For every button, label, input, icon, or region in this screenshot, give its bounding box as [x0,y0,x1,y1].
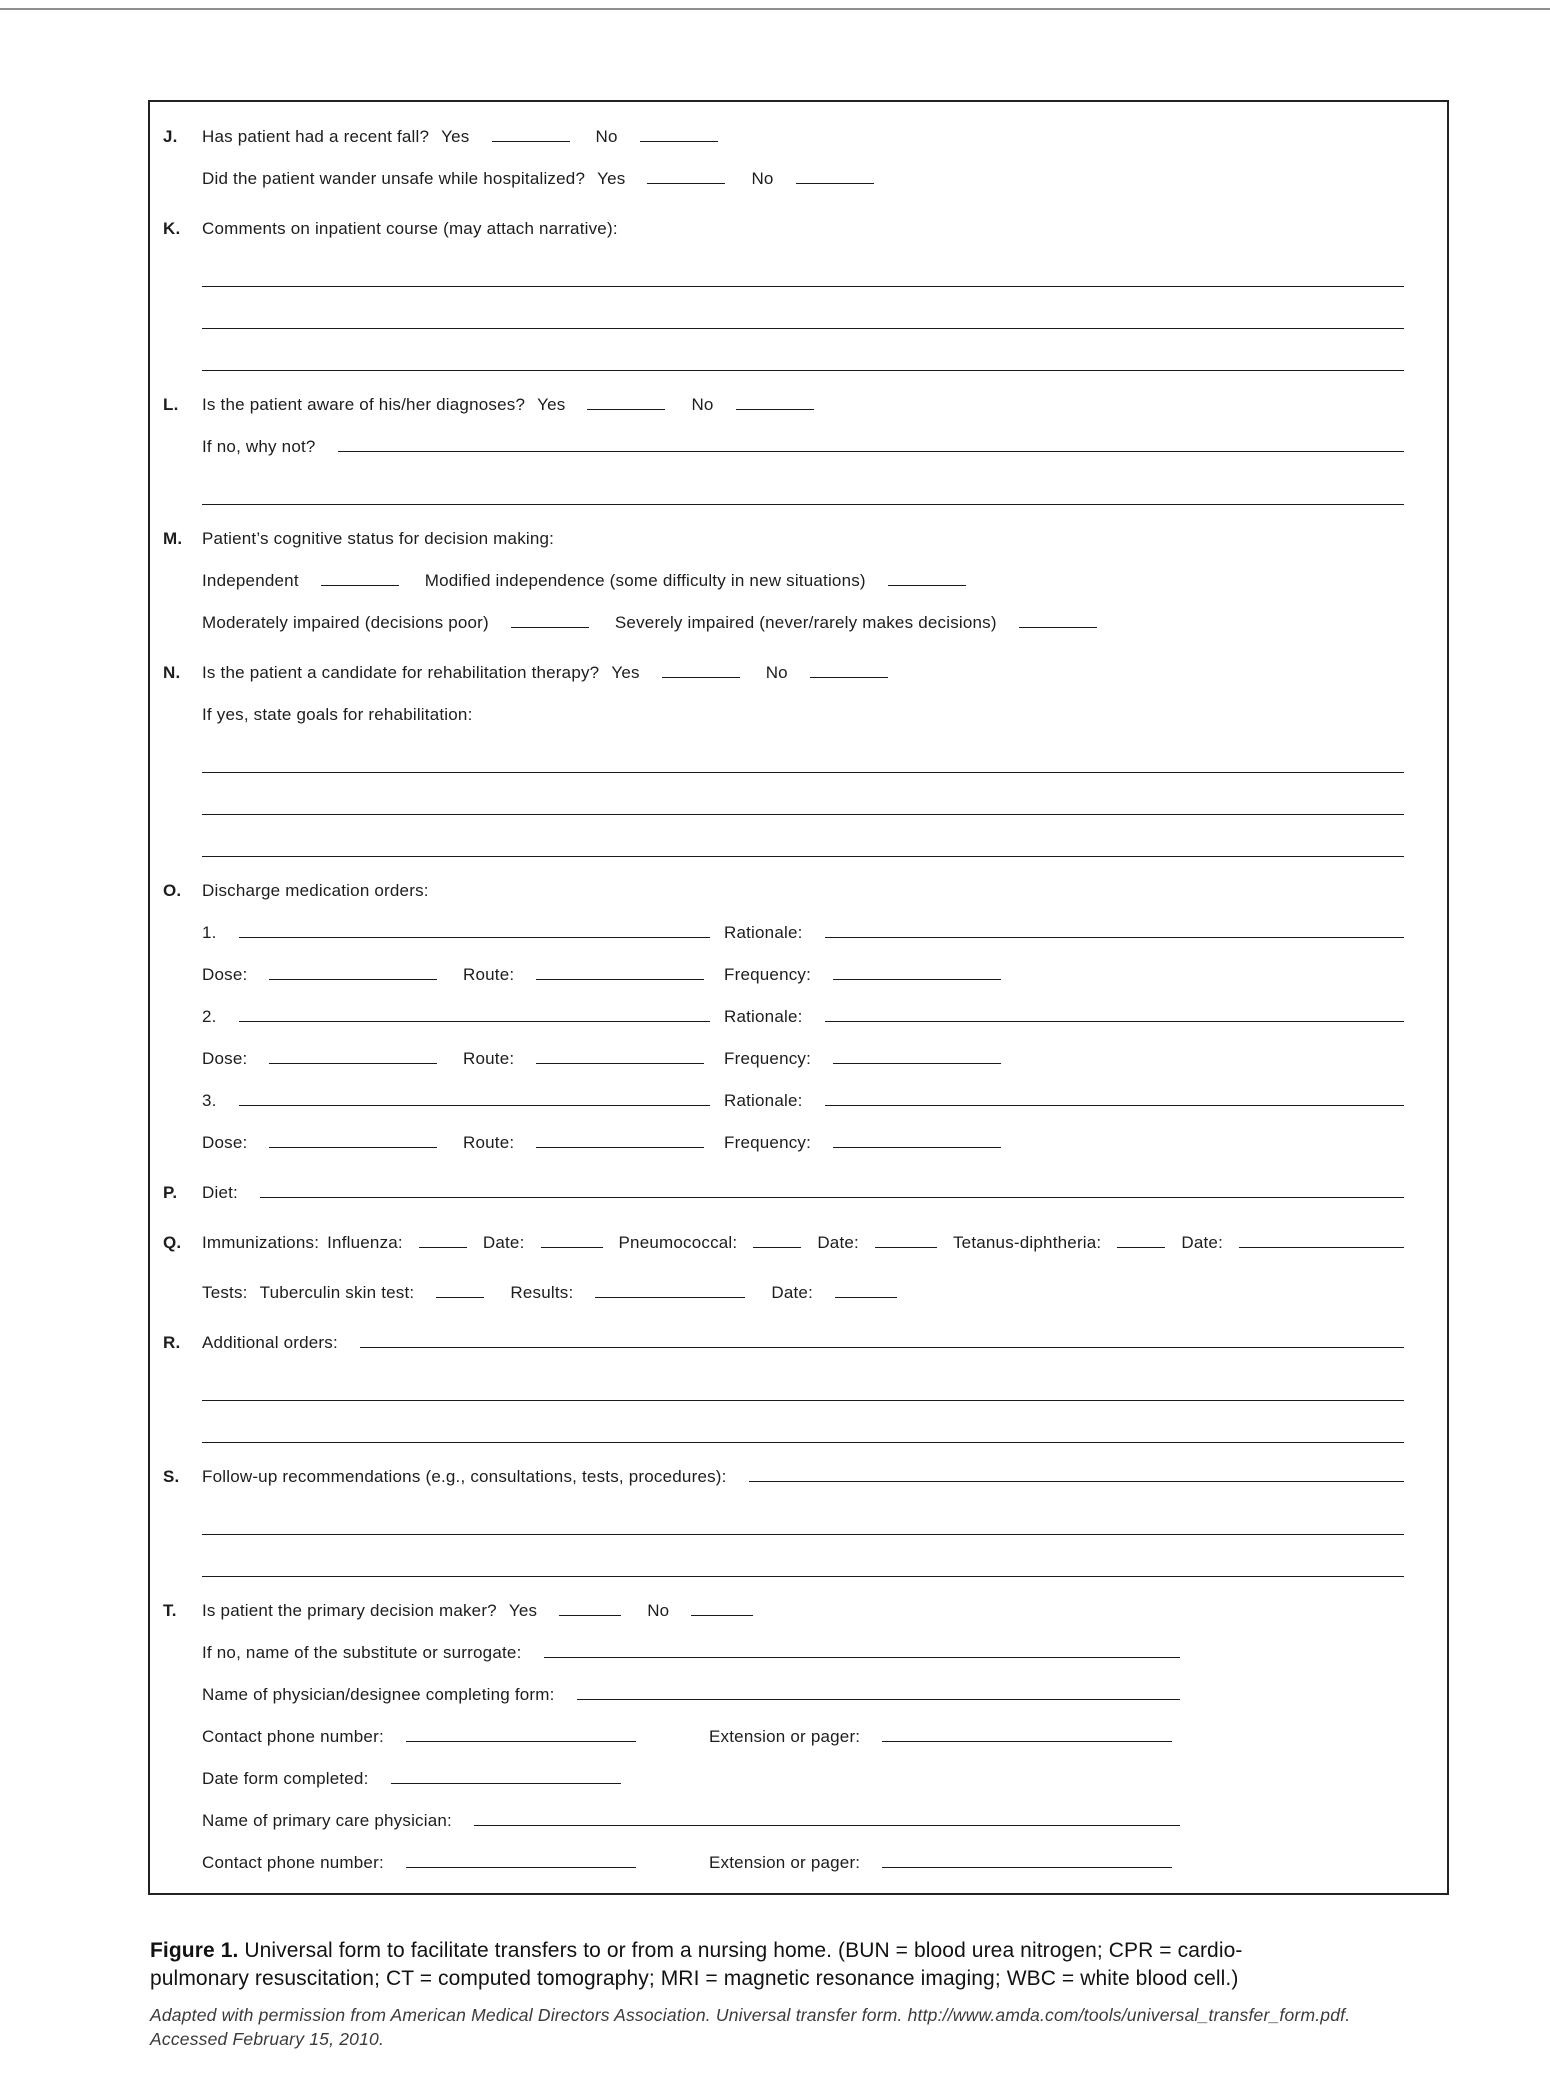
field-label: Dose: [202,1049,248,1068]
field-label: Extension or pager: [709,1853,861,1872]
field-label: Contact phone number: [202,1853,384,1872]
field-label: Results: [510,1283,574,1302]
section-letter: Q. [163,1233,182,1252]
form-row [163,1812,1180,1830]
field-label: No [765,663,788,682]
field-label: Route: [463,1133,515,1152]
field-label: Date: [1181,1233,1224,1252]
blank-line [875,1234,937,1248]
field-label: Yes [537,395,566,414]
form-row [163,1602,1404,1620]
writing-line-row [163,840,1404,858]
field-group [202,1728,709,1746]
blank-line [888,572,966,586]
blank-line [360,1334,1404,1348]
blank-line [260,1184,1404,1198]
field-label: No [751,169,774,188]
field-label: 1. [202,923,217,942]
field-label: Date: [771,1283,814,1302]
field-label: Rationale: [724,1007,803,1026]
writing-line-row [163,1426,1404,1444]
field-label: Patient’s cognitive status for decision making: [202,529,555,548]
field-label: Is patient the primary decision maker? [202,1601,497,1620]
blank-line [321,572,399,586]
blank-line [595,1284,745,1298]
blank-line [436,1284,484,1298]
form-row [163,1334,1404,1352]
field-label: Frequency: [724,1049,812,1068]
field-group [202,1008,724,1026]
blank-line [647,170,725,184]
blank-line [1117,1234,1165,1248]
field-label: Frequency: [724,965,812,984]
form-row [163,1770,1404,1788]
field-label: 2. [202,1007,217,1026]
blank-line [796,170,874,184]
blank-line [825,924,1404,938]
writing-line [202,286,1404,287]
field-label: If no, name of the substitute or surrogate: [202,1643,522,1662]
field-label: Tuberculin skin test: [259,1283,415,1302]
form-row [163,1854,1404,1872]
form-row [163,706,1404,724]
blank-line [338,438,1404,452]
writing-line [202,328,1404,329]
blank-line [587,396,665,410]
field-group [463,1050,724,1068]
form-row [163,438,1404,456]
blank-line [536,966,704,980]
form-row [163,1468,1404,1486]
blank-line [640,128,718,142]
blank-line [691,1602,753,1616]
writing-line [202,772,1404,773]
form-row [163,882,1404,900]
blank-line [835,1284,897,1298]
blank-line [474,1812,1180,1826]
field-label: Rationale: [724,1091,803,1110]
field-group [202,1134,463,1152]
field-label: 3. [202,1091,217,1110]
blank-line [825,1008,1404,1022]
field-label: Tests: [202,1283,248,1302]
field-label: Moderately impaired (decisions poor) [202,613,489,632]
form-row [163,1184,1404,1202]
field-label: Yes [611,663,640,682]
field-label: Date: [482,1233,525,1252]
blank-line [269,966,437,980]
field-label: If no, why not? [202,437,316,456]
form-row [163,1284,1404,1302]
blank-line [825,1092,1404,1106]
writing-line [202,1534,1404,1535]
writing-line-row [163,270,1404,288]
blank-line [882,1728,1172,1742]
blank-line [419,1234,467,1248]
writing-line-row [163,1560,1404,1578]
field-label: Pneumococcal: [618,1233,738,1252]
form-row [163,1644,1180,1662]
blank-line [406,1854,636,1868]
section-letter: K. [163,219,181,238]
field-label: Route: [463,1049,515,1068]
writing-line-row [163,1384,1404,1402]
form-row [163,572,1404,590]
section-letter: R. [163,1333,181,1352]
field-group [463,1134,724,1152]
blank-line [239,1092,710,1106]
blank-line [882,1854,1172,1868]
field-label: Extension or pager: [709,1727,861,1746]
field-label: Tetanus-diphtheria: [952,1233,1102,1252]
field-group [463,966,724,984]
field-label: Independent [202,571,299,590]
form-row [163,924,1404,942]
section-letter: J. [163,127,178,146]
blank-line [577,1686,1180,1700]
field-label: Has patient had a recent fall? [202,127,430,146]
blank-line [559,1602,621,1616]
field-label: Name of physician/designee completing form: [202,1685,555,1704]
field-label: Frequency: [724,1133,812,1152]
field-label: Date: [817,1233,859,1252]
blank-line [239,1008,710,1022]
field-label: Date form completed: [202,1769,369,1788]
field-label: Did the patient wander unsafe while hospitalized? [202,169,586,188]
field-label: Name of primary care physician: [202,1811,452,1830]
field-label: Discharge medication orders: [202,881,429,900]
blank-line [749,1468,1404,1482]
field-group [202,1050,463,1068]
field-label: Immunizations: [202,1233,320,1252]
blank-line [753,1234,801,1248]
section-letter: S. [163,1467,180,1486]
writing-line-row [163,798,1404,816]
field-label: Severely impaired (never/rarely makes decisions) [614,613,997,632]
field-label: Yes [508,1601,538,1620]
field-label: Is the patient aware of his/her diagnoses? [202,395,526,414]
writing-line [202,1442,1404,1443]
writing-line [202,856,1404,857]
blank-line [833,1134,1001,1148]
form-row [163,1728,1404,1746]
caption-line-2: pulmonary resuscitation; CT = computed tomography; MRI = magnetic resonance imaging; WBC = white blood cell.) [150,1966,1239,1990]
blank-line [536,1134,704,1148]
field-label: Comments on inpatient course (may attach narrative): [202,219,618,238]
form-row [163,1050,1404,1068]
field-label: Modified independence (some difficulty in new situations) [424,571,866,590]
field-group [202,1092,724,1110]
blank-line [1019,614,1097,628]
writing-line-row [163,312,1404,330]
form-row [163,170,1404,188]
blank-line [544,1644,1181,1658]
writing-line [202,370,1404,371]
writing-line-row [163,1518,1404,1536]
form-row [163,1092,1404,1110]
writing-line [202,1400,1404,1401]
figure-caption [150,1937,1448,1992]
transfer-form-box [148,100,1449,1895]
form-row [163,1008,1404,1026]
field-label: No [595,127,618,146]
credit-line-2: Accessed February 15, 2010. [150,2028,385,2049]
field-label: If yes, state goals for rehabilitation: [202,705,473,724]
blank-line [269,1050,437,1064]
form-row [163,396,1404,414]
section-letter: L. [163,395,179,414]
field-label: Yes [441,127,470,146]
field-label: Yes [597,169,626,188]
blank-line [833,966,1001,980]
field-label: Is the patient a candidate for rehabilitation therapy? [202,663,600,682]
caption-line-1: Universal form to facilitate transfers to or from a nursing home. (BUN = blood urea nitrogen; CPR = cardio- [244,1939,1243,1962]
figure-label: Figure 1. [150,1939,239,1962]
writing-line [202,1576,1404,1577]
page-top-rule [0,8,1550,10]
blank-line [541,1234,603,1248]
form-row [163,220,1404,238]
blank-line [736,396,814,410]
blank-line [492,128,570,142]
section-letter: N. [163,663,181,682]
field-label: Rationale: [724,923,803,942]
blank-line [239,924,710,938]
section-letter: O. [163,881,182,900]
field-label: Additional orders: [202,1333,338,1352]
field-label: Follow-up recommendations (e.g., consultations, tests, procedures): [202,1467,727,1486]
blank-line [406,1728,636,1742]
field-group [202,1854,709,1872]
writing-line [202,814,1404,815]
blank-line [511,614,589,628]
writing-line-row [163,488,1404,506]
blank-line [536,1050,704,1064]
writing-line-row [163,756,1404,774]
credit-line-1: Adapted with permission from American Medical Directors Association. Universal transfer form. http://www.amda.com/tools/universal_transfer_form.pdf. [150,2004,1351,2025]
field-label: Route: [463,965,515,984]
field-group [202,924,724,942]
form-row [163,966,1404,984]
field-group [202,966,463,984]
blank-line [810,664,888,678]
field-label: Dose: [202,965,248,984]
section-letter: P. [163,1183,178,1202]
writing-line [202,504,1404,505]
form-row [163,614,1404,632]
field-label: Contact phone number: [202,1727,384,1746]
field-label: Diet: [202,1183,238,1202]
field-label: No [647,1601,670,1620]
blank-line [269,1134,437,1148]
form-row [163,530,1404,548]
field-label: Dose: [202,1133,248,1152]
field-label: No [691,395,714,414]
form-row [163,1686,1180,1704]
form-row [163,128,1404,146]
blank-line [1239,1234,1404,1248]
blank-line [833,1050,1001,1064]
writing-line-row [163,354,1404,372]
field-label: Influenza: [327,1233,403,1252]
form-row [163,1234,1404,1252]
form-row [163,664,1404,682]
section-letter: M. [163,529,183,548]
form-row [163,1134,1404,1152]
blank-line [662,664,740,678]
section-letter: T. [163,1601,177,1620]
figure-credit [150,2003,1448,2051]
blank-line [391,1770,621,1784]
